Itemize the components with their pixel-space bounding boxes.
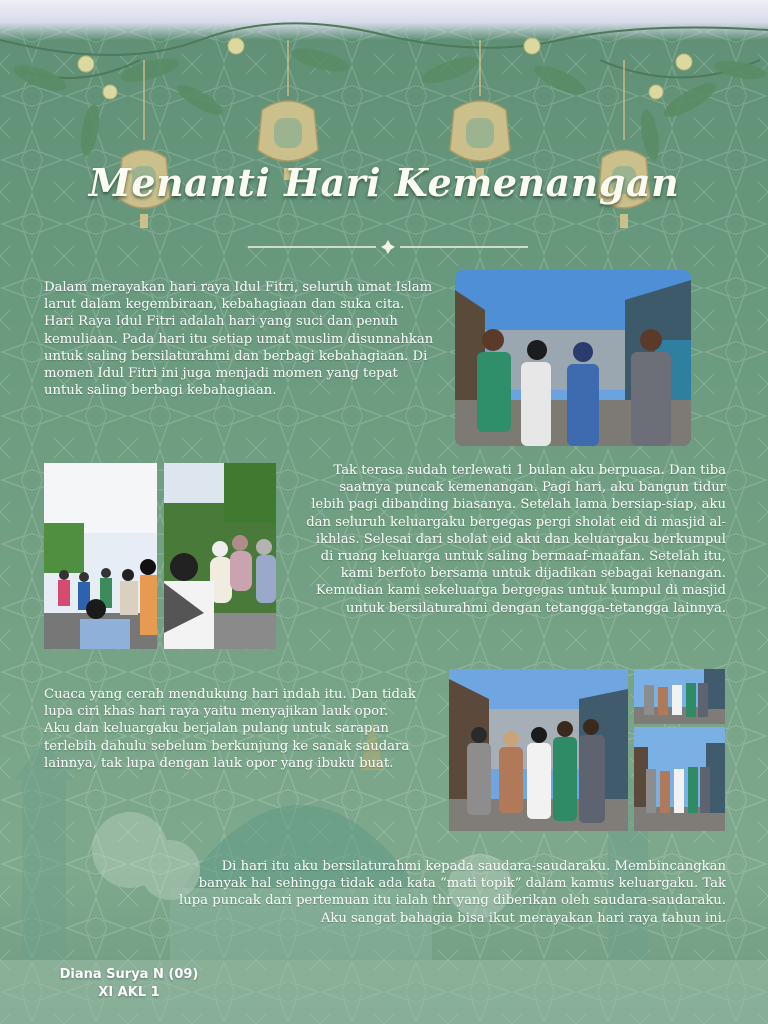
crowd-photo-street <box>44 463 157 649</box>
group-photo-alley <box>455 270 691 446</box>
paragraph-eid-morning: Tak terasa sudah terlewati 1 bulan aku berpuasa. Dan tiba saatnya puncak kemenangan. Pagi hari, aku bangun tidur lebih pagi dibanding biasanya. Setelah lama bersiap-siap, aku dan seluruh keluargaku bergegas pergi sholat eid di masjid al-ikhlas. Selesai dari sholat eid aku dan keluargaku berkumpul di ruang keluarga untuk saling bermaaf-maafan. Setelah itu, kami berfoto bersama untuk dijadikan sebagai kenangan. Kemudian kami sekeluarga bergegas untuk kumpul di masjid untuk bersilaturahmi dengan tetangga-tetangga lainnya. <box>306 463 726 616</box>
paragraph-intro: Dalam merayakan hari raya Idul Fitri, seluruh umat Islam larut dalam kegembiraan, kebahagiaan dan suka cita. Hari Raya Idul Fitri adalah hari yang suci dan penuh kemuliaan. Pada hari itu setiap umat muslim disunnahkan untuk saling bersilaturahmi dan berbagi kebahagiaan. Di momen Idul Fitri ini juga menjadi momen yang tepat untuk saling berbagi kebahagiaan. <box>44 280 434 399</box>
lantern-decoration <box>0 0 768 260</box>
family-group-photo <box>449 669 628 831</box>
paragraph-opor: Cuaca yang cerah mendukung hari indah itu. Dan tidak lupa ciri khas hari raya yaitu menyajikan lauk opor. Aku dan keluargaku berjalan pulang untuk sarapan terlebih dahulu sebelum berkunjung ke sanak saudara lainnya, tak lupa dengan lauk opor yang ibuku buat. <box>44 687 416 771</box>
ornament-divider <box>248 238 528 256</box>
small-family-photo-bottom <box>634 727 725 831</box>
author-block <box>44 966 214 1002</box>
family-photo-seated <box>164 463 276 649</box>
small-family-photo-top <box>634 669 725 724</box>
author-class: XI AKL 1 <box>98 985 160 1000</box>
page-title: Menanti Hari Kemenangan <box>88 160 680 205</box>
paragraph-silaturahmi: Di hari itu aku bersilaturahmi kepada saudara-saudaraku. Membincangkan banyak hal sehingga tidak ada kata “mati topik” dalam kamus keluargaku. Tak lupa puncak dari pertemuan itu ialah thr yang diberikan oleh saudara-saudaraku. Aku sangat bahagia bisa ikut merayakan hari raya tahun ini. <box>179 859 726 926</box>
author-name: Diana Surya N (09) <box>59 967 199 982</box>
